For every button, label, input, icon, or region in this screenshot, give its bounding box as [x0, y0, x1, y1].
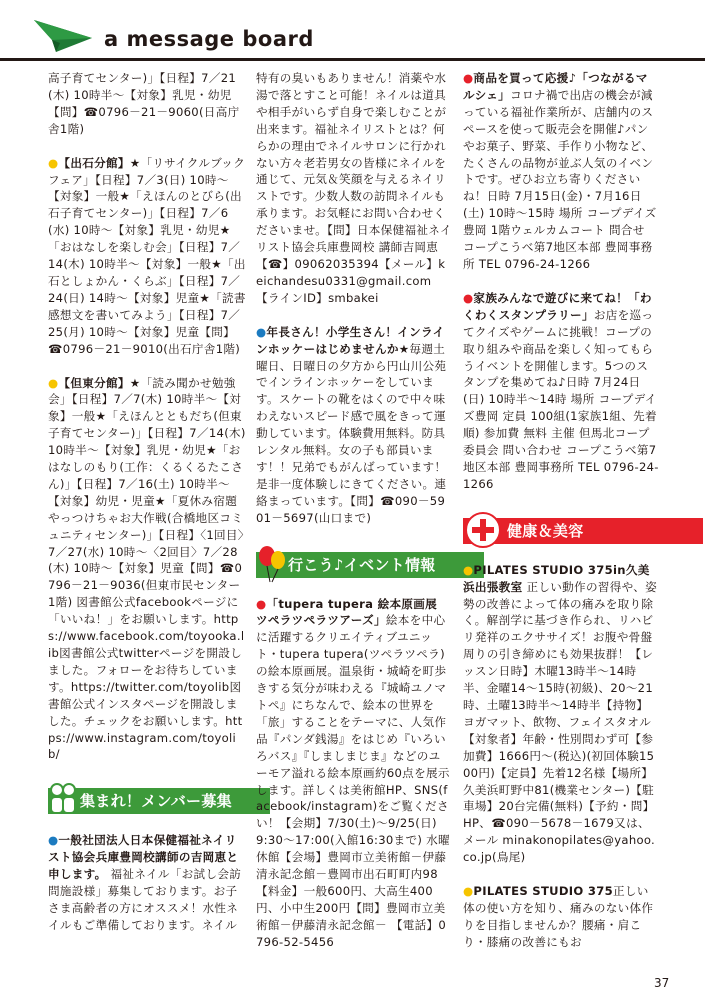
header-rule — [0, 58, 705, 61]
item-tupera-body: 絵本を中心に活躍するクリエイティブユニット・tupera tupera(ツペラツペラ)の絵本原画展。温泉街・城崎を町歩きする気分が味わえる『城崎ユノマトペ』にちなんで、絵本の世界を「旅」することをテーマに、人気作品『パンダ銭湯』をはじめ『いろいろバス』『しましまじま』などのユーモア溢れる絵本原画約60点を展示します。詳しくは美術館HP、SNS(facebook/instagram)をご覧ください！【会期】7/30(土)～9/25(日) 9:30～17:00(入館16:30まで) 水曜休館【会場】豊岡市立美術館－伊藤清永記念館－豊岡市出石町町内98【料金】一般600円、大高生400円、小中生200円【問】豊岡市立美術館－伊藤清永記念館－ 【電話】0796-52-5456 — [256, 613, 450, 949]
item-pilates-1: ●PILATES STUDIO 375in久美浜出張教室 正しい動作の習得や、姿勢の改善によって体の痛みを取り除く。解剖学に基づき作られ、リハビリ発祥のエクササイズ！お腹や骨盤周りの引き締めにも効果抜群！【レッスン日時】木曜13時半～14時半、金曜14～15時(初級)、20～21時、土曜13時半～14時半【持物】ヨガマット、飲物、フェイスタオル【対象者】年齢・性別問わず可【参加費】1666円～(税込)(初回体験1500円)【定員】先着12名様【場所】久美浜町野中81(機業センター)【駐車場】20台完備(無料)【予約・問】HP、☎090－5678－1679又は、メール minakonopilates@yahoo.co.jp(鳥尾) — [463, 562, 658, 865]
page-number: 37 — [654, 976, 670, 990]
item-tanto-lead: 【但東分館】 — [58, 375, 130, 390]
item-stamp-lead: 家族みんなで遊びに来てね！「わくわくスタンプラリー」 — [463, 290, 652, 322]
item-hockey: ●年長さん！小学生さん！インラインホッケーはじめませんか★毎週土曜日、日曜日の夕方から円山川公苑でインラインホッケーをしています。スケートの靴をはくので中々味わえないスピード感で風をきって運動しています。体験費用無料。防具レンタル無料。女の子も部員います！！兄弟でもがんばっています！是非一度体験しにきてください。連絡まっています。【問】☎090－5901－5697(山口まで) — [256, 324, 447, 525]
item-izushi-lead: 【出石分館】 — [58, 155, 130, 170]
item-pilates-2-body: 正しい体の使い方を知り、痛みのない体作りを目指しませんか？腰痛・肩こり・膝痛の改善にもお — [463, 884, 654, 949]
item-izushi-body: ★「リサイクルブックフェア」【日程】7／3(日) 10時～【対象】一般★「えほんのとびら(出石子育てセンター)」【日程】7／6(水) 10時～【対象】乳児・幼児★「おはなしを楽しむ会」【日程】7／14(木) 10時半～【対象】一般★「出石としょかん・くらぶ」【日程】7／24(日) 14時～【対象】児童★「読書感想文を書いてみよう」【日程】7／25(月) 10時～【対象】児童【問】☎0796－21－9010(出石庁舎1階) — [48, 155, 246, 356]
item-pilates-1-body: 正しい動作の習得や、姿勢の改善によって体の痛みを取り除く。解剖学に基づき作られ、リハビリ発祥のエクササイズ！お腹や骨盤周りの引き締めにも効果抜群！【レッスン日時】木曜13時半～14時半、金曜14～15時(初級)、20～21時、土曜13時半～14時半【持物】ヨガマット、飲物、フェイスタオル【対象者】年齢・性別問わず可【参加費】1666円～(税込)(初回体験1500円)【定員】先着12名様【場所】久美浜町野中81(機業センター)【駐車場】20台完備(無料)【予約・問】HP、☎090－5678－1679又は、メール minakonopilates@yahoo.co.jp(鳥尾) — [463, 579, 658, 865]
item-hockey-lead: 年長さん！小学生さん！インラインホッケーはじめませんか★ — [256, 324, 445, 356]
section-members-title: 集まれ！メンバー募集 — [48, 788, 270, 814]
section-events — [256, 544, 452, 584]
library-hidaka-continued: 高子育てセンター)」【日程】7／21(木) 10時半～【対象】乳児・幼児【問】☎0796－21－9060(日高庁舎1階) — [48, 71, 240, 136]
people-icon — [48, 780, 78, 820]
item-nail: ●一般社団法人日本保健福祉ネイリスト協会兵庫豊岡校講師の吉岡恵と申します。 福祉ネイル「お試し会訪問施設様」募集しております。お子さま高齢者の方にオススメ！水性ネイルもご準備しております。ネイル — [48, 833, 242, 932]
section-events-title: 行こう♪イベント情報 — [256, 552, 484, 578]
section-health — [463, 510, 659, 550]
balloon-icon — [256, 544, 288, 584]
item-pilates-1-lead: PILATES STUDIO 375in久美浜出張教室 — [463, 562, 650, 594]
item-pilates-2-lead: PILATES STUDIO 375 — [473, 884, 614, 899]
item-pilates-2: ●PILATES STUDIO 375正しい体の使い方を知り、痛みのない体作りを目指しませんか？腰痛・肩こり・膝痛の改善にもお — [463, 884, 654, 949]
item-tanto: ●【但東分館】★「読み聞かせ勉強会」【日程】7／7(木) 10時半～【対象】一般★「えほんとともだち(但東子育てセンター)」【日程】7／14(木) 10時半～【対象】乳児・幼児★「おはなしのもり(工作：くるくるたこさん)」【日程】7／16(土) 10時半～【対象】幼児・児童★「夏休み宿題やっつけちゃお大作戦(合橋地区コミュニティセンター)」【日程】〈1回目〉7／27(水) 10時～〈2回目〉7／28(木) 10時～【対象】児童【問】☎0796－21－9036(但東市民センター1階) 図書館公式facebookページに「いいね！」をお願いします。https://www.facebook.com/toyooka.lib図書館公式twitterページを開設しました。フォローをお待ちしています。https://twitter.com/toyolib図書館公式インスタページを開設しました。チェックをお願いします。https://www.instagram.com/toyolib/ — [48, 375, 250, 762]
health-icon — [463, 510, 503, 550]
item-market: ●商品を買って応援♪「つながるマルシェ」コロナ禍で出店の機会が減っている福祉作業所が、店舗内のスペースを使って販売会を開催♪パンやお菓子、野菜、手作り小物など、たくさんの品物が並ぶ人気のイベントです。ぜひお立ち寄りくださいね！日時 7月15日(金)・7月16日(土) 10時～15時 場所 コープデイズ豊岡 1階ウェルカムコート 問合せ コープこうべ第7地区本部 豊岡事務所 TEL 0796-24-1266 — [463, 71, 657, 271]
item-nail-body: 福祉ネイル「お試し会訪問施設様」募集しております。お子さま高齢者の方にオススメ！水性ネイルもご準備しております。ネイル — [48, 867, 242, 932]
paper-plane-icon — [32, 14, 94, 54]
nail-continued: 特有の臭いもありません！消薬や水湯で落とすこと可能！ネイルは道具や相手がいらず自身で楽しむことが出来ます。福祉ネイリストとは？何らかの理由でネイルサロンに行かれない方々老若男女の皆様にネイルを通じて、元気＆笑顔を与えるネイリストです。少数人数の訪問ネイルも承ります。お気軽にお問い合わせくださいませ。【問】日本保健福祉ネイリスト協会兵庫豊岡校 講師吉岡恵【☎】09062035394【メール】keichandesu0331@gmail.com【ラインID】smbakei — [256, 71, 452, 305]
item-tanto-body: ★「読み聞かせ勉強会」【日程】7／7(木) 10時半～【対象】一般★「えほんとともだち(但東子育てセンター)」【日程】7／14(木) 10時半～【対象】乳児・幼児★「おはなしのもり(工作：くるくるたこさん)」【日程】7／16(土) 10時半～【対象】幼児・児童★「夏休み宿題やっつけちゃお大作戦(合橋地区コミュニティセンター)」【日程】〈1回目〉7／27(水) 10時～〈2回目〉7／28(木) 10時～【対象】児童【問】☎0796－21－9036(但東市民センター1階) 図書館公式facebookページに「いいね！」をお願いします。https://www.facebook.com/toyooka.lib図書館公式twitterページを開設しました。フォローをお待ちしています。https://twitter.com/toyolib図書館公式インスタページを開設しました。チェックをお願いします。https://www.instagram.com/toyolib/ — [48, 375, 250, 762]
page-header — [0, 0, 705, 64]
item-market-body: コロナ禍で出店の機会が減っている福祉作業所が、店舗内のスペースを使って販売会を開催♪パンやお菓子、野菜、手作り小物など、たくさんの品物が並ぶ人気のイベントです。ぜひお立ち寄りくださいね！日時 7月15日(金)・7月16日(土) 10時～15時 場所 コープデイズ豊岡 1階ウェルカムコート 問合せ コープこうべ第7地区本部 豊岡事務所 TEL 0796-24-1266 — [463, 87, 657, 271]
item-market-lead: 商品を買って応援♪「つながるマルシェ」 — [463, 71, 648, 102]
section-members — [48, 780, 246, 820]
column-1 — [48, 70, 250, 951]
item-tupera: ●「tupera tupera 絵本原画展 ツペラツペラツアーズ」絵本を中心に活躍するクリエイティブユニット・tupera tupera(ツペラツペラ)の絵本原画展。温泉街・城崎を町歩きする気分が味わえる『城崎ユノマトペ』にちなんで、絵本の世界を「旅」することをテーマに、人気作品『パンダ銭湯』をはじめ『いろいろバス』『しましまじま』などのユーモア溢れる絵本原画約60点を展示します。詳しくは美術館HP、SNS(facebook/instagram)をご覧ください！【会期】7/30(土)～9/25(日) 9:30～17:00(入館16:30まで) 水曜休館【会場】豊岡市立美術館－伊藤清永記念館－豊岡市出石町町内98【料金】一般600円、大高生400円、小中生200円【問】豊岡市立美術館－伊藤清永記念館－ 【電話】0796-52-5456 — [256, 596, 450, 949]
item-stamp-body: お店を巡ってクイズやゲームに挑戦！コープの取り組みや商品を楽しく知ってもらうイベントを開催します。5つのスタンプを集めてね♪日時 7月24日(日) 10時半～14時 場所 コープデイズ豊岡 定員 100組(1家族1組、先着順) 参加費 無料 主催 但馬北コープ委員会 問い合わせ コープこうべ第7地区本部 豊岡事務所 TEL 0796-24-1266 — [463, 307, 659, 491]
item-tupera-lead: 「tupera tupera 絵本原画展 ツペラツペラツアーズ」 — [256, 596, 442, 628]
column-3 — [463, 70, 659, 951]
column-2 — [256, 70, 452, 968]
section-health-title: 健康＆美容 — [463, 518, 703, 544]
item-izushi: ●【出石分館】★「リサイクルブックフェア」【日程】7／3(日) 10時～【対象】一般★「えほんのとびら(出石子育てセンター)」【日程】7／6(水) 10時～【対象】乳児・幼児★「おはなしを楽しむ会」【日程】7／14(木) 10時半～【対象】一般★「出石としょかん・くらぶ」【日程】7／24(日) 14時～【対象】児童★「読書感想文を書いてみよう」【日程】7／25(月) 10時～【対象】児童【問】☎0796－21－9010(出石庁舎1階) — [48, 155, 246, 356]
item-nail-lead: 一般社団法人日本保健福祉ネイリスト協会兵庫豊岡校講師の吉岡恵と申します。 — [48, 833, 239, 882]
item-stamp: ●家族みんなで遊びに来てね！「わくわくスタンプラリー」お店を巡ってクイズやゲームに挑戦！コープの取り組みや商品を楽しく知ってもらうイベントを開催します。5つのスタンプを集めてね♪日時 7月24日(日) 10時半～14時 場所 コープデイズ豊岡 定員 100組(1家族1組、先着順) 参加費 無料 主催 但馬北コープ委員会 問い合わせ コープこうべ第7地区本部 豊岡事務所 TEL 0796-24-1266 — [463, 290, 659, 491]
header-title: a message board — [104, 27, 314, 51]
item-hockey-body: 毎週土曜日、日曜日の夕方から円山川公苑でインラインホッケーをしています。スケートの靴をはくので中々味わえないスピード感で風をきって運動しています。体験費用無料。防具レンタル無料。女の子も部員います！！兄弟でもがんばっています！是非一度体験しにきてください。連絡まっています。【問】☎090－5901－5697(山口まで) — [256, 341, 447, 525]
